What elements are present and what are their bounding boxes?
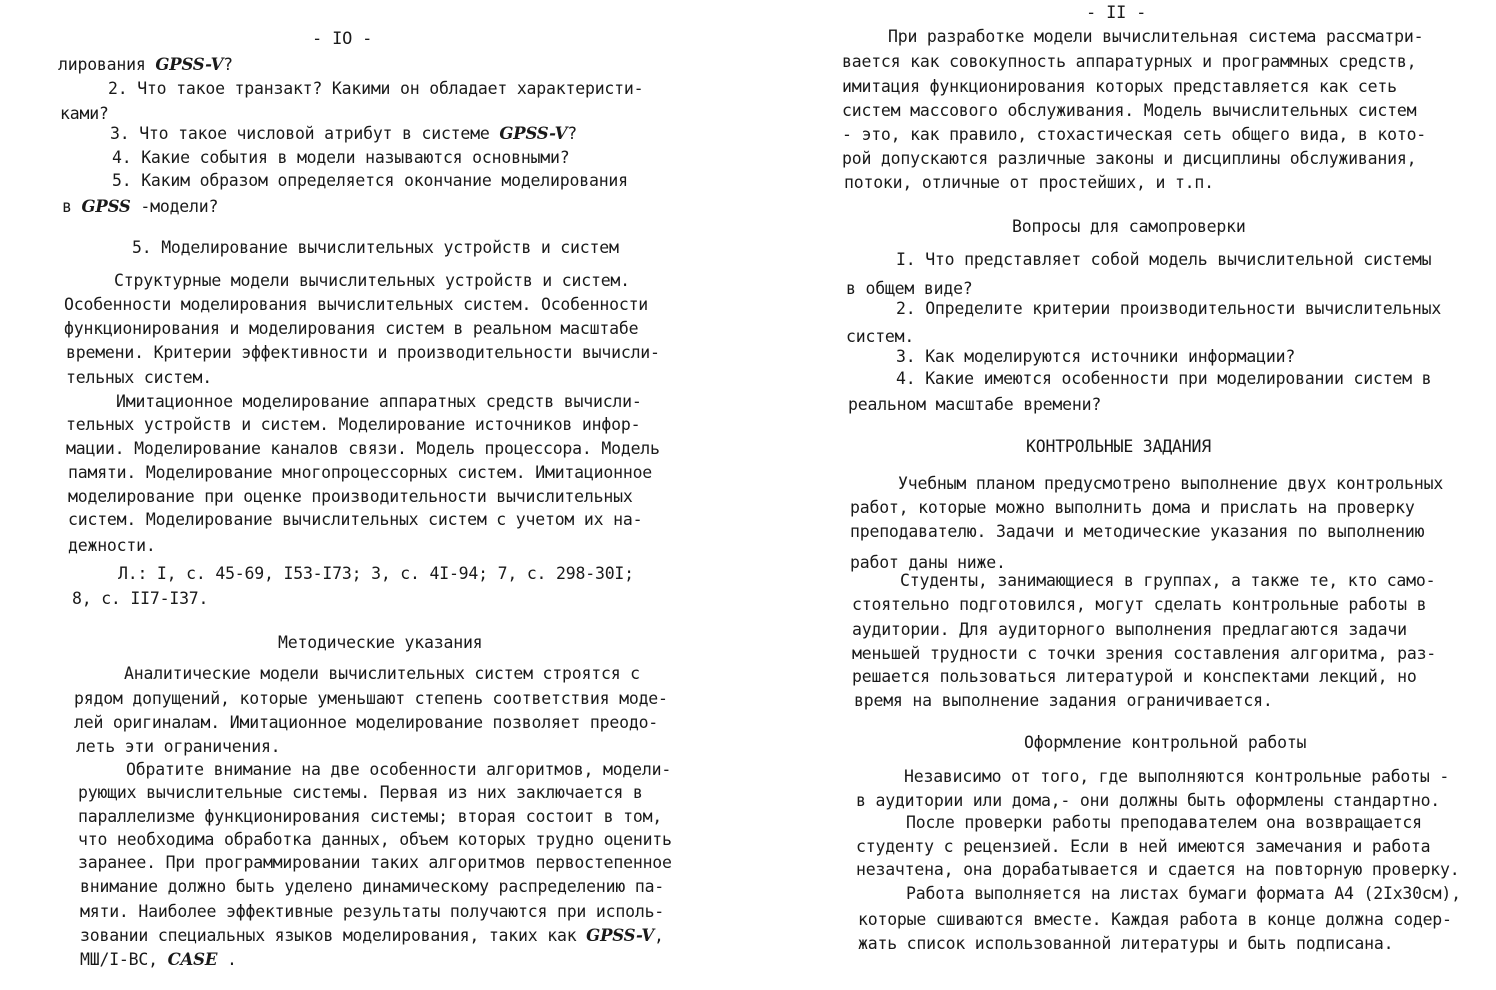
text-line: Структурные модели вычислительных устройств и систем. <box>114 271 630 290</box>
text-line: которые сшиваются вместе. Каждая работа в конце должна содер- <box>858 910 1452 929</box>
text-line: мации. Моделирование каналов связи. Модель процессора. Модель <box>66 439 660 458</box>
text-line: жать список использованной литературы и быть подписана. <box>858 934 1394 953</box>
text-line: функционирования и моделирования систем в реальном масштабе <box>64 319 639 338</box>
text-line: реальном масштабе времени? <box>848 395 1102 414</box>
text-line: 4. Какие события в модели называются основными? <box>112 148 570 167</box>
text-line: имитация функционирования которых представляется как сеть <box>842 77 1397 96</box>
text-line: меньшей трудности с точки зрения составления алгоритма, раз- <box>852 644 1437 663</box>
text-line: Имитационное моделирование аппаратных средств вычисли- <box>116 392 642 411</box>
text-line: аудитории. Для аудиторного выполнения предлагаются задачи <box>852 620 1407 639</box>
page-number: - II - <box>1086 3 1147 23</box>
text-line: вается как совокупность аппаратурных и программных средств, <box>842 52 1417 71</box>
section-heading: Вопросы для самопроверки <box>1012 217 1246 236</box>
text-line: в общем виде? <box>846 279 973 298</box>
text-line: лей оригиналам. Имитационное моделирование позволяет преодо- <box>74 713 659 732</box>
handwritten-term: GPSS-V <box>586 926 654 945</box>
text-line: Аналитические модели вычислительных систем строятся с <box>124 664 640 683</box>
text-line: в GPSS -модели? <box>62 197 219 216</box>
text-line: I. Что представляет собой модель вычислительной системы <box>896 250 1432 269</box>
text-line: мяти. Наиболее эффективные результаты получаются при исполь- <box>80 902 665 921</box>
text-line: рующих вычислительные системы. Первая из них заключается в <box>78 783 643 802</box>
text-line: лирования GPSS-V? <box>58 55 233 74</box>
text-line: потоки, отличные от простейших, и т.п. <box>844 173 1214 192</box>
text-line: рядом допущений, которые уменьшают степень соответствия моде- <box>74 689 668 708</box>
reference-line: 8, с. II7-I37. <box>72 589 209 608</box>
text-line: После проверки работы преподавателем она возвращается <box>906 813 1422 832</box>
handwritten-term: GPSS <box>81 197 131 216</box>
text-line: 3. Что такое числовой атрибут в системе GPSS-V? <box>110 124 577 143</box>
text-line: 2. Что такое транзакт? Какими он обладает характеристи- <box>108 79 644 98</box>
section-heading: Методические указания <box>278 633 483 652</box>
text-line: 5. Каким образом определяется окончание моделирования <box>112 171 628 190</box>
text-line: систем. <box>846 327 915 346</box>
text-line: Особенности моделирования вычислительных систем. Особенности <box>64 295 649 314</box>
text-line: рой допускаются различные законы и дисциплины обслуживания, <box>842 149 1417 168</box>
reference-line: Л.: I, с. 45-69, I53-I73; 3, с. 4I-94; 7, с. 298-30I; <box>118 564 634 583</box>
right-page <box>748 0 1496 990</box>
text-line: что необходима обработка данных, объем которых трудно оценить <box>78 830 672 849</box>
text-line: решается пользоваться литературой и конспектами лекций, но <box>852 667 1417 686</box>
text-line: работ даны ниже. <box>850 553 1006 572</box>
handwritten-term: GPSS-V <box>499 124 568 143</box>
text-line: 4. Какие имеются особенности при моделировании систем в <box>896 369 1432 388</box>
text-line: МШ/I-ВС, CASE . <box>80 950 237 969</box>
text-line: систем. Моделирование вычислительных систем с учетом их на- <box>68 510 643 529</box>
section-heading: 5. Моделирование вычислительных устройств и систем <box>132 238 619 257</box>
text-line: 3. Как моделируются источники информации? <box>896 347 1296 366</box>
text-line: - это, как правило, стохастическая сеть общего вида, в кото- <box>842 125 1427 144</box>
text-line: ками? <box>60 104 109 123</box>
text-line: внимание должно быть уделено динамическому распределению па- <box>80 877 665 896</box>
text-line: заранее. При программировании таких алгоритмов первостепенное <box>78 853 672 872</box>
text-line: Учебным планом предусмотрено выполнение двух контрольных <box>898 474 1444 493</box>
text-line: Независимо от того, где выполняются контрольные работы - <box>904 767 1450 786</box>
section-heading: КОНТРОЛЬНЫЕ ЗАДАНИЯ <box>1026 437 1211 456</box>
text-line: стоятельно подготовился, могут сделать контрольные работы в <box>852 595 1427 614</box>
text-line: студенту с рецензией. Если в ней имеются замечания и работа <box>856 837 1431 856</box>
page-number: - IO - <box>312 29 373 49</box>
text-line: тельных устройств и систем. Моделирование источников инфор- <box>66 415 641 434</box>
text-line: работ, которые можно выполнить дома и прислать на проверку <box>850 498 1415 517</box>
text-line: в аудитории или дома,- они должны быть оформлены стандартно. <box>856 791 1441 810</box>
text-line: незачтена, она дорабатывается и сдается на повторную проверку. <box>856 860 1460 879</box>
text-line: время на выполнение задания ограничивается. <box>854 691 1273 710</box>
text-line: Студенты, занимающиеся в группах, а также те, кто само- <box>900 571 1436 590</box>
text-line: дежности. <box>68 536 156 555</box>
handwritten-term: GPSS-V <box>155 55 224 74</box>
text-line: Обратите внимание на две особенности алгоритмов, модели- <box>126 760 672 779</box>
text-line: зовании специальных языков моделирования, таких как GPSS-V, <box>80 926 664 945</box>
text-line: тельных систем. <box>66 368 213 387</box>
text-line: При разработке модели вычислительная система рассматри- <box>888 27 1424 46</box>
handwritten-term: CASE <box>167 950 218 969</box>
text-line: памяти. Моделирование многопроцессорных систем. Имитационное <box>68 463 653 482</box>
text-line: систем массового обслуживания. Модель вычислительных систем <box>842 101 1417 120</box>
text-line: времени. Критерии эффективности и производительности вычисли- <box>66 343 660 362</box>
text-line: леть эти ограничения. <box>76 737 281 756</box>
section-heading: Оформление контрольной работы <box>1024 733 1307 752</box>
text-line: 2. Определите критерии производительности вычислительных <box>896 299 1442 318</box>
text-line: Работа выполняется на листах бумаги формата А4 (2Iх30см), <box>906 884 1461 903</box>
text-line: параллелизме функционирования системы; вторая состоит в том, <box>78 807 663 826</box>
text-line: моделирование при оценке производительности вычислительных <box>68 487 633 506</box>
text-line: преподавателю. Задачи и методические указания по выполнению <box>850 522 1425 541</box>
